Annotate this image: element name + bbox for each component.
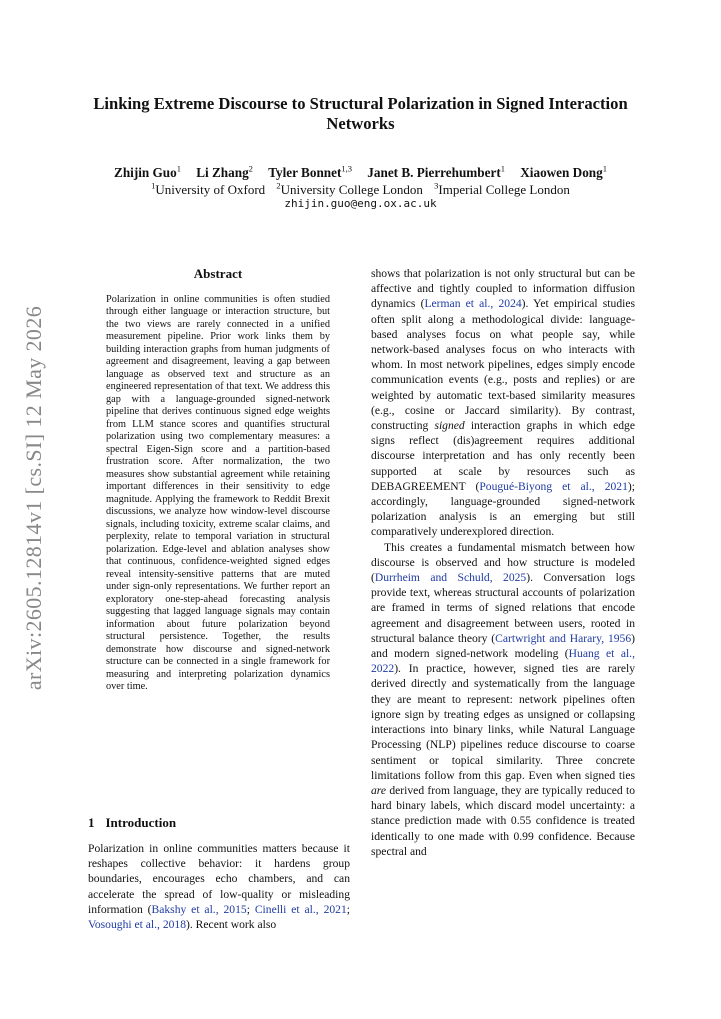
- citation-link[interactable]: Durrheim and Schuld, 2025: [374, 571, 527, 585]
- author: Li Zhang$^2$: [196, 164, 253, 181]
- paper-title: Linking Extreme Discourse to Structural Polarization in Signed Interaction Networks: [93, 94, 628, 133]
- arxiv-stamp: [18, 298, 50, 698]
- intro-paragraph-left: Polarization in online communities matters because it reshapes collective behavior: it hardens group boundaries, encourages echo chambers, and can accelerate the spread of low-quality or misleading information (Bakshy et al., 2015; Cinelli et al., 2021; Vosoughi et al., 2018). Recent work also: [88, 842, 351, 932]
- abstract-heading: Abstract: [193, 266, 243, 281]
- section-number: 1: [88, 815, 95, 830]
- intro-paragraph-2: This creates a fundamental mismatch between how discourse is observed and how structure is modeled (Durrheim and Schuld, 2025). Conversation logs provide text, whereas structural accounts of polarization are framed in terms of signed relations that encode agreement and disagreement between users, rooted in structural balance theory (Cartwright and Harary, 1956) and modern signed-network modeling (Huang et al., 2022). In practice, however, signed ties are rarely derived directly and systematically from the language they are meant to represent: network pipelines often ignore sign by treating edges as unsigned or collapsing interactions into binary links, while Natural Language Processing (NLP) pipelines reduce discourse to coarse sentiment or topical similarity. Three concrete limitations follow from this gap. Even when signed ties are derived from language, they are typically reduced to hard binary labels, which discard model uncertainty: a stance prediction made with 0.55 confidence is treated identically to one made with 0.99 confidence. Because spectral and: [371, 540, 636, 858]
- confidence-value: 0.55: [510, 814, 532, 828]
- author: Tyler Bonnet$^{1,3}$: [268, 164, 352, 181]
- citation-link[interactable]: Pougué-Biyong et al., 2021: [479, 479, 628, 493]
- section-heading-introduction: [88, 815, 176, 831]
- confidence-value: 0.99: [513, 829, 534, 843]
- affiliation: $^3$Imperial College London: [434, 181, 570, 198]
- citation-link[interactable]: Cinelli et al., 2021: [254, 902, 347, 916]
- section-title: Introduction: [105, 815, 177, 830]
- author: Zhijin Guo$^1$: [114, 164, 181, 181]
- citation-link[interactable]: Huang et al., 2022: [371, 647, 635, 676]
- emphasis: signed: [434, 419, 465, 433]
- abstract-body: Polarization in online communities is often studied through either language or interaction structure, but the two views are rarely connected in a unified measurement pipeline. Prior work links them by building interaction graphs from human judgments of agreement and disagreement, leaving a gap between language as observed text and structure as an engineered representation of that text. We address this gap with a language-grounded signed-network pipeline that derives continuous signed edge weights from LLM stance scores and quantifies structural polarization using two complementary measures: a spectral Eigen-Sign score and a partition-based frustration score. After normalization, the two measures show substantial agreement while retaining important differences in their sensitivity to edge magnitude. Applying the framework to Reddit Brexit discussions, we analyze how window-level discourse signals, including toxicity, extreme scalar claims, and perplexity, relate to temporal variation in structural polarization. Edge-level and ablation analyses show that continuous, confidence-weighted signed edges reveal intensity-sensitive patterns that are muted under sign-only representations. We further report an exploratory one-step-ahead forecasting analysis suggesting that lagged language signals may contain information about future polarization beyond structural persistence. Together, the results demonstrate how discourse and signed-network structure can be connected in a single framework for measuring and interpreting polarization dynamics over time.: [106, 294, 330, 693]
- citation-link[interactable]: Cartwright and Harary, 1956: [495, 631, 632, 645]
- affiliation: $^1$University of Oxford: [151, 181, 266, 198]
- emphasis: are: [371, 783, 387, 797]
- author: Xiaowen Dong$^1$: [520, 164, 607, 181]
- affiliation: $^2$University College London: [276, 181, 423, 198]
- author: Janet B. Pierrehumbert$^1$: [367, 164, 505, 181]
- citation-link[interactable]: Vosoughi et al., 2018: [88, 918, 187, 932]
- citation-link[interactable]: Lerman et al., 2024: [424, 297, 522, 311]
- citation-link[interactable]: Bakshy et al., 2015: [151, 902, 247, 916]
- intro-paragraph-1: shows that polarization is not only structural but can be affective and tightly coupled to information diffusion dynamics (Lerman et al., 2024). Yet empirical studies often split along a methodological divide: language-based analyses focus on what people say, while network-based analyses focus on who interacts with whom. In most network pipelines, edges simply encode communication events (e.g., posts and replies) or are weighted by automatic text-based similarity measures (e.g., cosine or Jaccard similarity). By contrast, constructing signed interaction graphs in which edge signs reflect (dis)agreement requires additional discourse interpretation and has only recently been supported at scale by resources such as DEBAGREEMENT (Pougué-Biyong et al., 2021); accordingly, language-grounded signed-network polarization analysis is an emerging but still comparatively underexplored direction.: [371, 267, 635, 539]
- author-email: zhijin.guo@eng.ox.ac.uk: [284, 197, 437, 210]
- right-column: [371, 266, 635, 859]
- arxiv-stamp-text: arXiv:2605.12814v1 [cs.SI] 12 May 2026: [21, 305, 46, 691]
